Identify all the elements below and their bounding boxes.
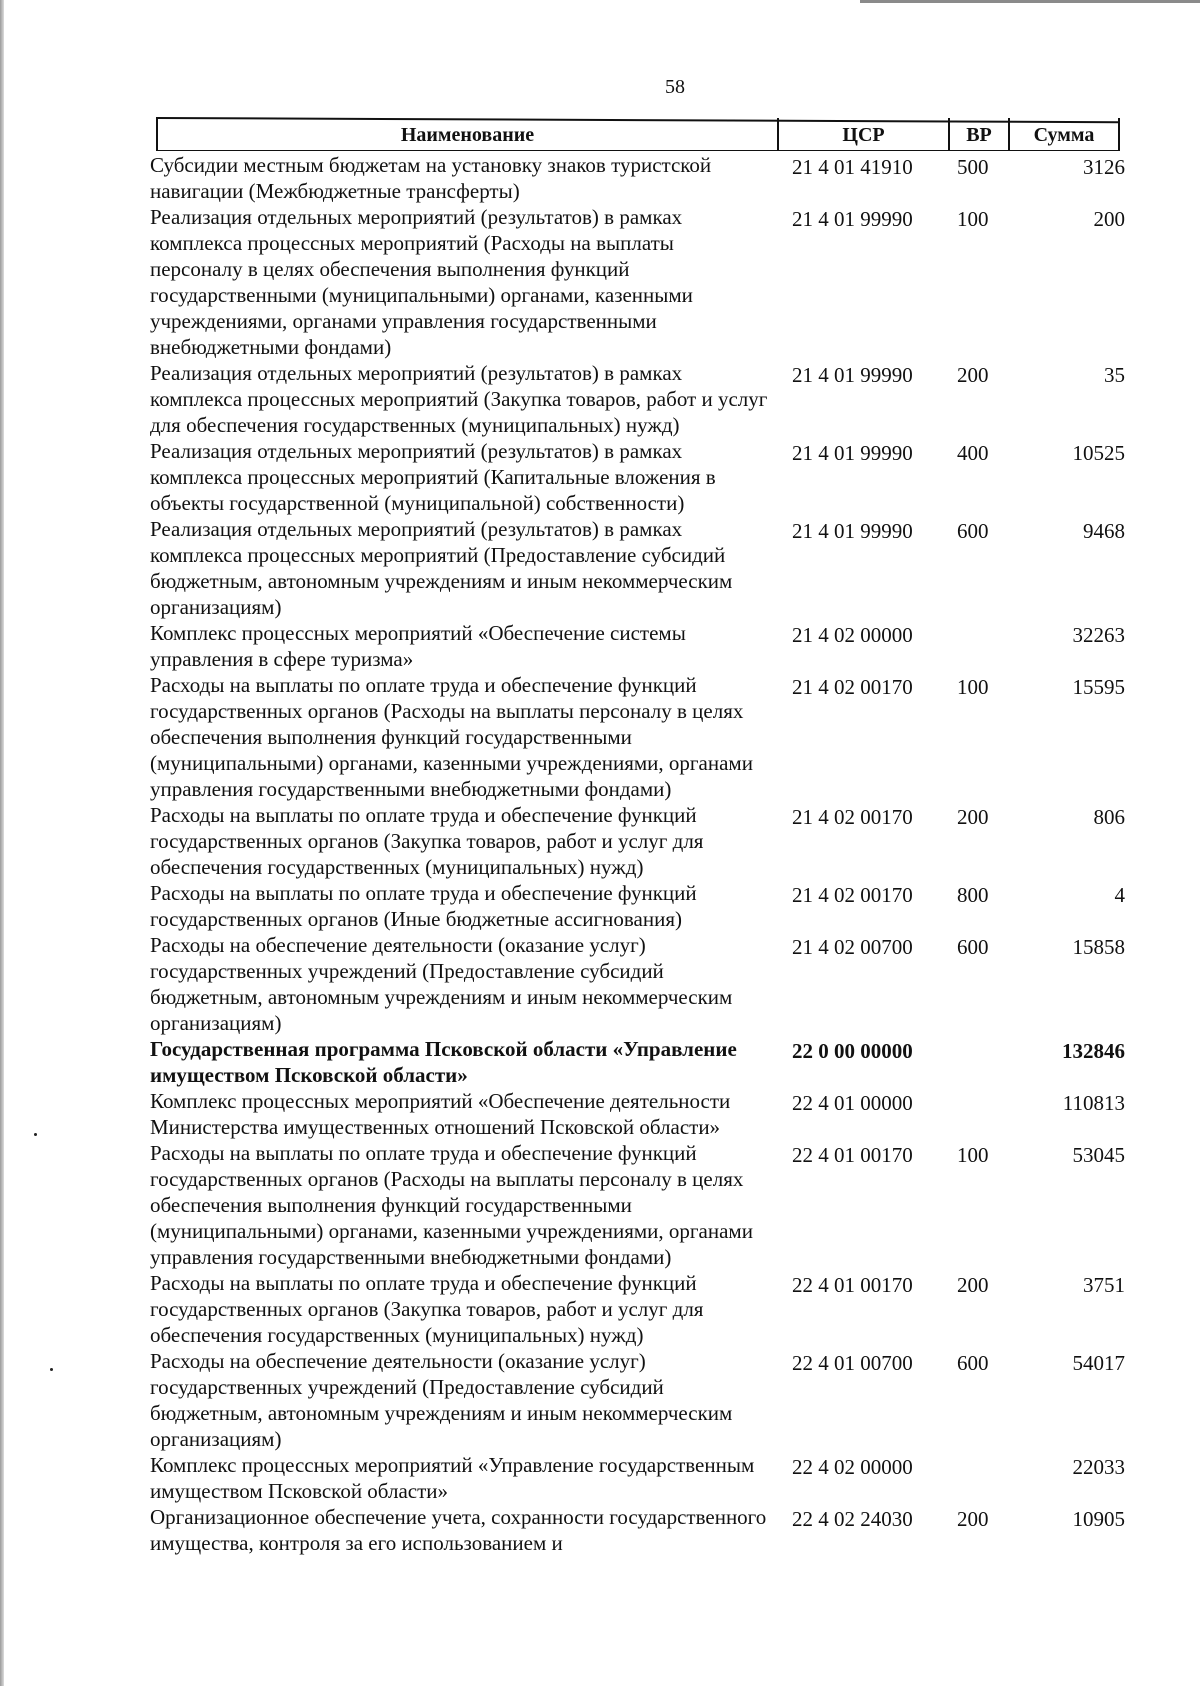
row-sum: 3126 [1083, 155, 1125, 179]
table-row [150, 620, 1125, 672]
table-row [150, 516, 1125, 620]
row-name: Организационное обеспечение учета, сохранности государственного имущества, контроля за его использованием и [150, 1505, 767, 1555]
row-vr: 600 [957, 519, 989, 543]
page-number: 58 [665, 76, 685, 98]
header-vr: ВР [966, 124, 992, 146]
row-name: Расходы на выплаты по оплате труда и обеспечение функций государственных органов (Иные бюджетные ассигнования) [150, 881, 697, 931]
row-sum: 10525 [1072, 441, 1125, 465]
scan-speck [34, 1133, 37, 1136]
row-vr: 200 [957, 1507, 989, 1531]
row-sum: 32263 [1072, 623, 1125, 647]
row-name: Комплекс процессных мероприятий «Обеспечение системы управления в сфере туризма» [150, 621, 686, 671]
scan-edge-left [0, 0, 4, 1686]
row-sum: 4 [1114, 883, 1125, 907]
row-csr: 22 0 00 00000 [792, 1039, 913, 1063]
row-vr: 200 [957, 363, 989, 387]
row-sum: 15595 [1072, 675, 1125, 699]
row-csr: 21 4 01 99990 [792, 363, 913, 387]
row-csr: 21 4 01 99990 [792, 207, 913, 231]
table-row [150, 932, 1125, 1036]
row-csr: 22 4 01 00700 [792, 1351, 913, 1375]
row-csr: 21 4 02 00000 [792, 623, 913, 647]
header-divider [1118, 118, 1120, 151]
row-sum: 806 [1093, 805, 1125, 829]
row-sum: 10905 [1072, 1507, 1125, 1531]
row-csr: 21 4 01 99990 [792, 519, 913, 543]
table-row [150, 880, 1125, 932]
row-csr: 21 4 02 00170 [792, 805, 913, 829]
table-row [150, 1348, 1125, 1452]
row-name: Субсидии местным бюджетам на установку знаков туристской навигации (Межбюджетные трансферты) [150, 153, 712, 203]
row-csr: 22 4 01 00170 [792, 1273, 913, 1297]
row-name: Расходы на выплаты по оплате труда и обеспечение функций государственных органов (Расходы на выплаты персоналу в целях обеспечения выполнения функций государственными (муниципальными) органами, казенными учреждениями, органами управления государственными внебюджетными фондами) [150, 1141, 753, 1269]
header-bottom-border [156, 150, 1120, 151]
row-name: Реализация отдельных мероприятий (результатов) в рамках комплекса процессных мероприятий (Капитальные вложения в объекты государственной (муниципальной) собственности) [150, 439, 716, 515]
table-row [150, 1504, 1125, 1556]
row-name: Расходы на выплаты по оплате труда и обеспечение функций государственных органов (Закупка товаров, работ и услуг для обеспечения государственных (муниципальных) нужд) [150, 803, 704, 879]
row-csr: 22 4 02 24030 [792, 1507, 913, 1531]
table-row [150, 802, 1125, 880]
row-sum: 54017 [1072, 1351, 1125, 1375]
row-vr: 100 [957, 675, 989, 699]
table-row [150, 438, 1125, 516]
row-name: Реализация отдельных мероприятий (результатов) в рамках комплекса процессных мероприятий (Закупка товаров, работ и услуг для обеспечения государственных (муниципальных) нужд) [150, 361, 768, 437]
table-body [150, 152, 1125, 1556]
row-vr: 600 [957, 935, 989, 959]
row-name: Государственная программа Псковской области «Управление имуществом Псковской области» [150, 1037, 737, 1087]
row-sum: 22033 [1072, 1455, 1125, 1479]
row-name: Расходы на выплаты по оплате труда и обеспечение функций государственных органов (Расходы на выплаты персоналу в целях обеспечения выполнения функций государственными (муниципальными) органами, казенными учреждениями, органами управления государственными внебюджетными фондами) [150, 673, 753, 801]
row-sum: 9468 [1083, 519, 1125, 543]
table-row [150, 204, 1125, 360]
row-name: Комплекс процессных мероприятий «Обеспечение деятельности Министерства имущественных отношений Псковской области» [150, 1089, 731, 1139]
row-vr: 100 [957, 1143, 989, 1167]
scan-edge-top [860, 0, 1200, 3]
row-vr: 200 [957, 1273, 989, 1297]
row-name: Расходы на обеспечение деятельности (оказание услуг) государственных учреждений (Предоставление субсидий бюджетным, автономным учреждениям и иным некоммерческим организациям) [150, 1349, 733, 1451]
table-row [150, 1036, 1125, 1088]
row-vr: 800 [957, 883, 989, 907]
row-sum: 132846 [1062, 1039, 1125, 1063]
row-name: Комплекс процессных мероприятий «Управление государственным имуществом Псковской области» [150, 1453, 755, 1503]
row-csr: 21 4 01 99990 [792, 441, 913, 465]
row-vr: 600 [957, 1351, 989, 1375]
row-sum: 15858 [1072, 935, 1125, 959]
row-name: Расходы на выплаты по оплате труда и обеспечение функций государственных органов (Закупка товаров, работ и услуг для обеспечения государственных (муниципальных) нужд) [150, 1271, 704, 1347]
row-sum: 110813 [1062, 1091, 1125, 1115]
row-sum: 35 [1104, 363, 1125, 387]
table-row [150, 152, 1125, 204]
row-vr: 400 [957, 441, 989, 465]
row-name: Расходы на обеспечение деятельности (оказание услуг) государственных учреждений (Предоставление субсидий бюджетным, автономным учреждениям и иным некоммерческим организациям) [150, 933, 733, 1035]
table-row [150, 1270, 1125, 1348]
row-vr: 500 [957, 155, 989, 179]
row-name: Реализация отдельных мероприятий (результатов) в рамках комплекса процессных мероприятий (Предоставление субсидий бюджетным, автономным учреждениям и иным некоммерческим организациям) [150, 517, 733, 619]
row-csr: 21 4 01 41910 [792, 155, 913, 179]
row-csr: 21 4 02 00170 [792, 675, 913, 699]
row-csr: 21 4 02 00700 [792, 935, 913, 959]
header-sum: Сумма [1033, 124, 1095, 146]
header-name: Наименование [400, 124, 535, 146]
row-vr: 200 [957, 805, 989, 829]
row-sum: 200 [1093, 207, 1125, 231]
row-csr: 22 4 02 00000 [792, 1455, 913, 1479]
header-csr: ЦСР [842, 124, 885, 146]
table-row [150, 672, 1125, 802]
table-row [150, 1140, 1125, 1270]
row-csr: 22 4 01 00170 [792, 1143, 913, 1167]
row-sum: 3751 [1083, 1273, 1125, 1297]
scan-speck [50, 1368, 53, 1371]
row-csr: 21 4 02 00170 [792, 883, 913, 907]
table-row [150, 360, 1125, 438]
table-row [150, 1088, 1125, 1140]
table-row [150, 1452, 1125, 1504]
row-vr: 100 [957, 207, 989, 231]
row-name: Реализация отдельных мероприятий (результатов) в рамках комплекса процессных мероприятий (Расходы на выплаты персоналу в целях обеспечения выполнения функций государственными (муниципальными) органами, казенными учреждениями, органами управления государственными внебюджетными фондами) [150, 205, 693, 359]
row-csr: 22 4 01 00000 [792, 1091, 913, 1115]
row-sum: 53045 [1072, 1143, 1125, 1167]
